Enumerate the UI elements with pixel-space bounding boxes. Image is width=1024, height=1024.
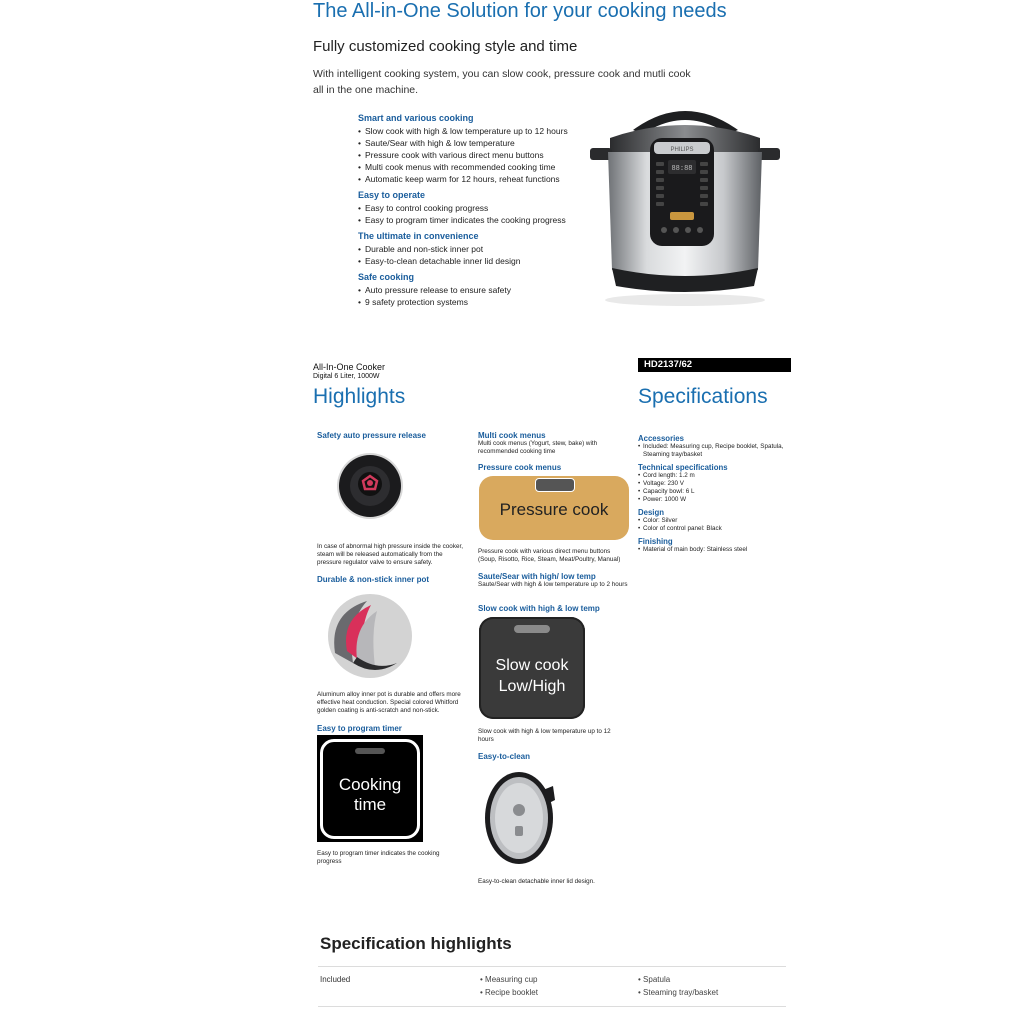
feature-item: • Easy to program timer indicates the cooking progress	[358, 214, 588, 226]
feature-item: • Easy to control cooking progress	[358, 202, 588, 214]
feature-item: • Multi cook menus with recommended cooking time	[358, 161, 588, 173]
highlight-text: In case of abnormal high pressure inside the cooker, steam will be released automatically from the pressure regulator valve to ensure safety.	[317, 543, 463, 566]
feature-group-title: Easy to operate	[358, 190, 426, 200]
spec-group-title: Design	[638, 508, 664, 517]
inner-lid-image	[481, 770, 559, 866]
spec-highlights-title: Specification highlights	[320, 934, 512, 953]
spec-item: • Color of control panel: Black	[638, 525, 798, 533]
spec-group-title: Finishing	[638, 537, 673, 546]
divider	[318, 966, 786, 967]
model-code-bar: HD2137/62	[638, 358, 791, 372]
slow-cook-label-2: Low/High	[498, 678, 566, 695]
highlight-text: Slow cook with high & low temperature up to 12 hours	[478, 728, 611, 743]
pressure-valve-image	[336, 452, 404, 520]
highlight-title: Multi cook menus	[478, 431, 546, 440]
highlight-title: Saute/Sear with high/ low temp	[478, 572, 596, 581]
feature-group	[358, 112, 588, 185]
highlight-title: Slow cook with high & low temp	[478, 604, 600, 613]
feature-item: • Pressure cook with various direct menu buttons	[358, 149, 588, 161]
highlight-text: Saute/Sear with high & low temperature up to 2 hours	[478, 581, 628, 588]
highlights-title: Highlights	[313, 385, 406, 408]
spec-item: • Material of main body: Stainless steel	[638, 546, 798, 554]
pressure-cook-tile	[479, 476, 629, 540]
feature-item: • Automatic keep warm for 12 hours, reheat functions	[358, 173, 588, 185]
feature-item: • Slow cook with high & low temperature up to 12 hours	[358, 125, 588, 137]
highlight-title: Durable & non-stick inner pot	[317, 575, 430, 584]
feature-group	[358, 230, 588, 267]
highlight-title: Pressure cook menus	[478, 463, 562, 472]
highlight-title: Safety auto pressure release	[317, 431, 426, 440]
included-item: • Measuring cup	[480, 975, 538, 984]
page-subtitle: Fully customized cooking style and time	[313, 38, 578, 55]
feature-group-title: The ultimate in convenience	[358, 231, 479, 241]
included-item: • Steaming tray/basket	[638, 988, 718, 997]
cooking-time-label-2: time	[353, 795, 387, 814]
spec-group-title: Accessories	[638, 434, 684, 443]
feature-item: • 9 safety protection systems	[358, 296, 588, 308]
feature-item: • Easy-to-clean detachable inner lid design	[358, 255, 588, 267]
pressure-cook-label: Pressure cook	[499, 500, 609, 519]
slow-cook-label-1: Slow cook	[495, 657, 569, 674]
slow-cook-tile	[479, 617, 585, 719]
inner-pot-image	[327, 593, 413, 679]
spec-item: • Capacity bowl: 6 L	[638, 488, 798, 496]
spec-item: • Voltage: 230 V	[638, 480, 798, 488]
cooking-time-tile	[317, 735, 423, 842]
highlight-text: Easy to program timer indicates the cooking progress	[317, 850, 440, 865]
spec-group-title: Technical specifications	[638, 463, 728, 472]
intro-text: With intelligent cooking system, you can slow cook, pressure cook and mutli cook all in the one machine.	[313, 68, 691, 96]
feature-group	[358, 271, 588, 308]
product-image	[588, 100, 783, 310]
feature-group	[358, 189, 588, 226]
cooking-time-label-1: Cooking	[338, 775, 402, 794]
feature-group-title: Safe cooking	[358, 272, 415, 282]
product-desc: Digital 6 Liter, 1000W	[313, 373, 380, 380]
page-title: The All-in-One Solution for your cooking needs	[313, 0, 727, 22]
specifications-column	[638, 430, 798, 554]
highlight-text: Pressure cook with various direct menu buttons (Soup, Risotto, Rice, Steam, Meat/Poultry, Manual)	[478, 548, 621, 563]
spec-item: • Cord length: 1.2 m	[638, 472, 798, 480]
feature-item: • Auto pressure release to ensure safety	[358, 284, 588, 296]
feature-group-title: Smart and various cooking	[358, 113, 474, 123]
feature-item: • Durable and non-stick inner pot	[358, 243, 588, 255]
highlight-text: Multi cook menus (Yogurt, stew, bake) with recommended cooking time	[478, 440, 598, 455]
included-label: Included	[320, 975, 351, 984]
divider	[318, 1006, 786, 1007]
product-name: All-In-One Cooker	[313, 362, 386, 372]
highlight-text: Easy-to-clean detachable inner lid design.	[478, 878, 595, 885]
feature-list	[358, 108, 588, 308]
highlight-title: Easy to program timer	[317, 724, 402, 733]
display-readout: 88:88	[671, 165, 693, 173]
spec-item: • Included: Measuring cup, Recipe booklet, Spatula, Steaming tray/basket	[638, 443, 798, 459]
included-item: • Recipe booklet	[480, 988, 538, 997]
specifications-title: Specifications	[638, 385, 768, 408]
spec-item: • Color: Silver	[638, 517, 798, 525]
spec-item: • Power: 1000 W	[638, 496, 798, 504]
highlight-title: Easy-to-clean	[478, 752, 531, 761]
feature-item: • Saute/Sear with high & low temperature	[358, 137, 588, 149]
highlight-text: Aluminum alloy inner pot is durable and offers more effective heat conduction. Special colored Whitford golden coating is anti-scratch and non-stick.	[317, 691, 461, 714]
included-item: • Spatula	[638, 975, 670, 984]
brand-logo: PHILIPS	[670, 147, 694, 153]
